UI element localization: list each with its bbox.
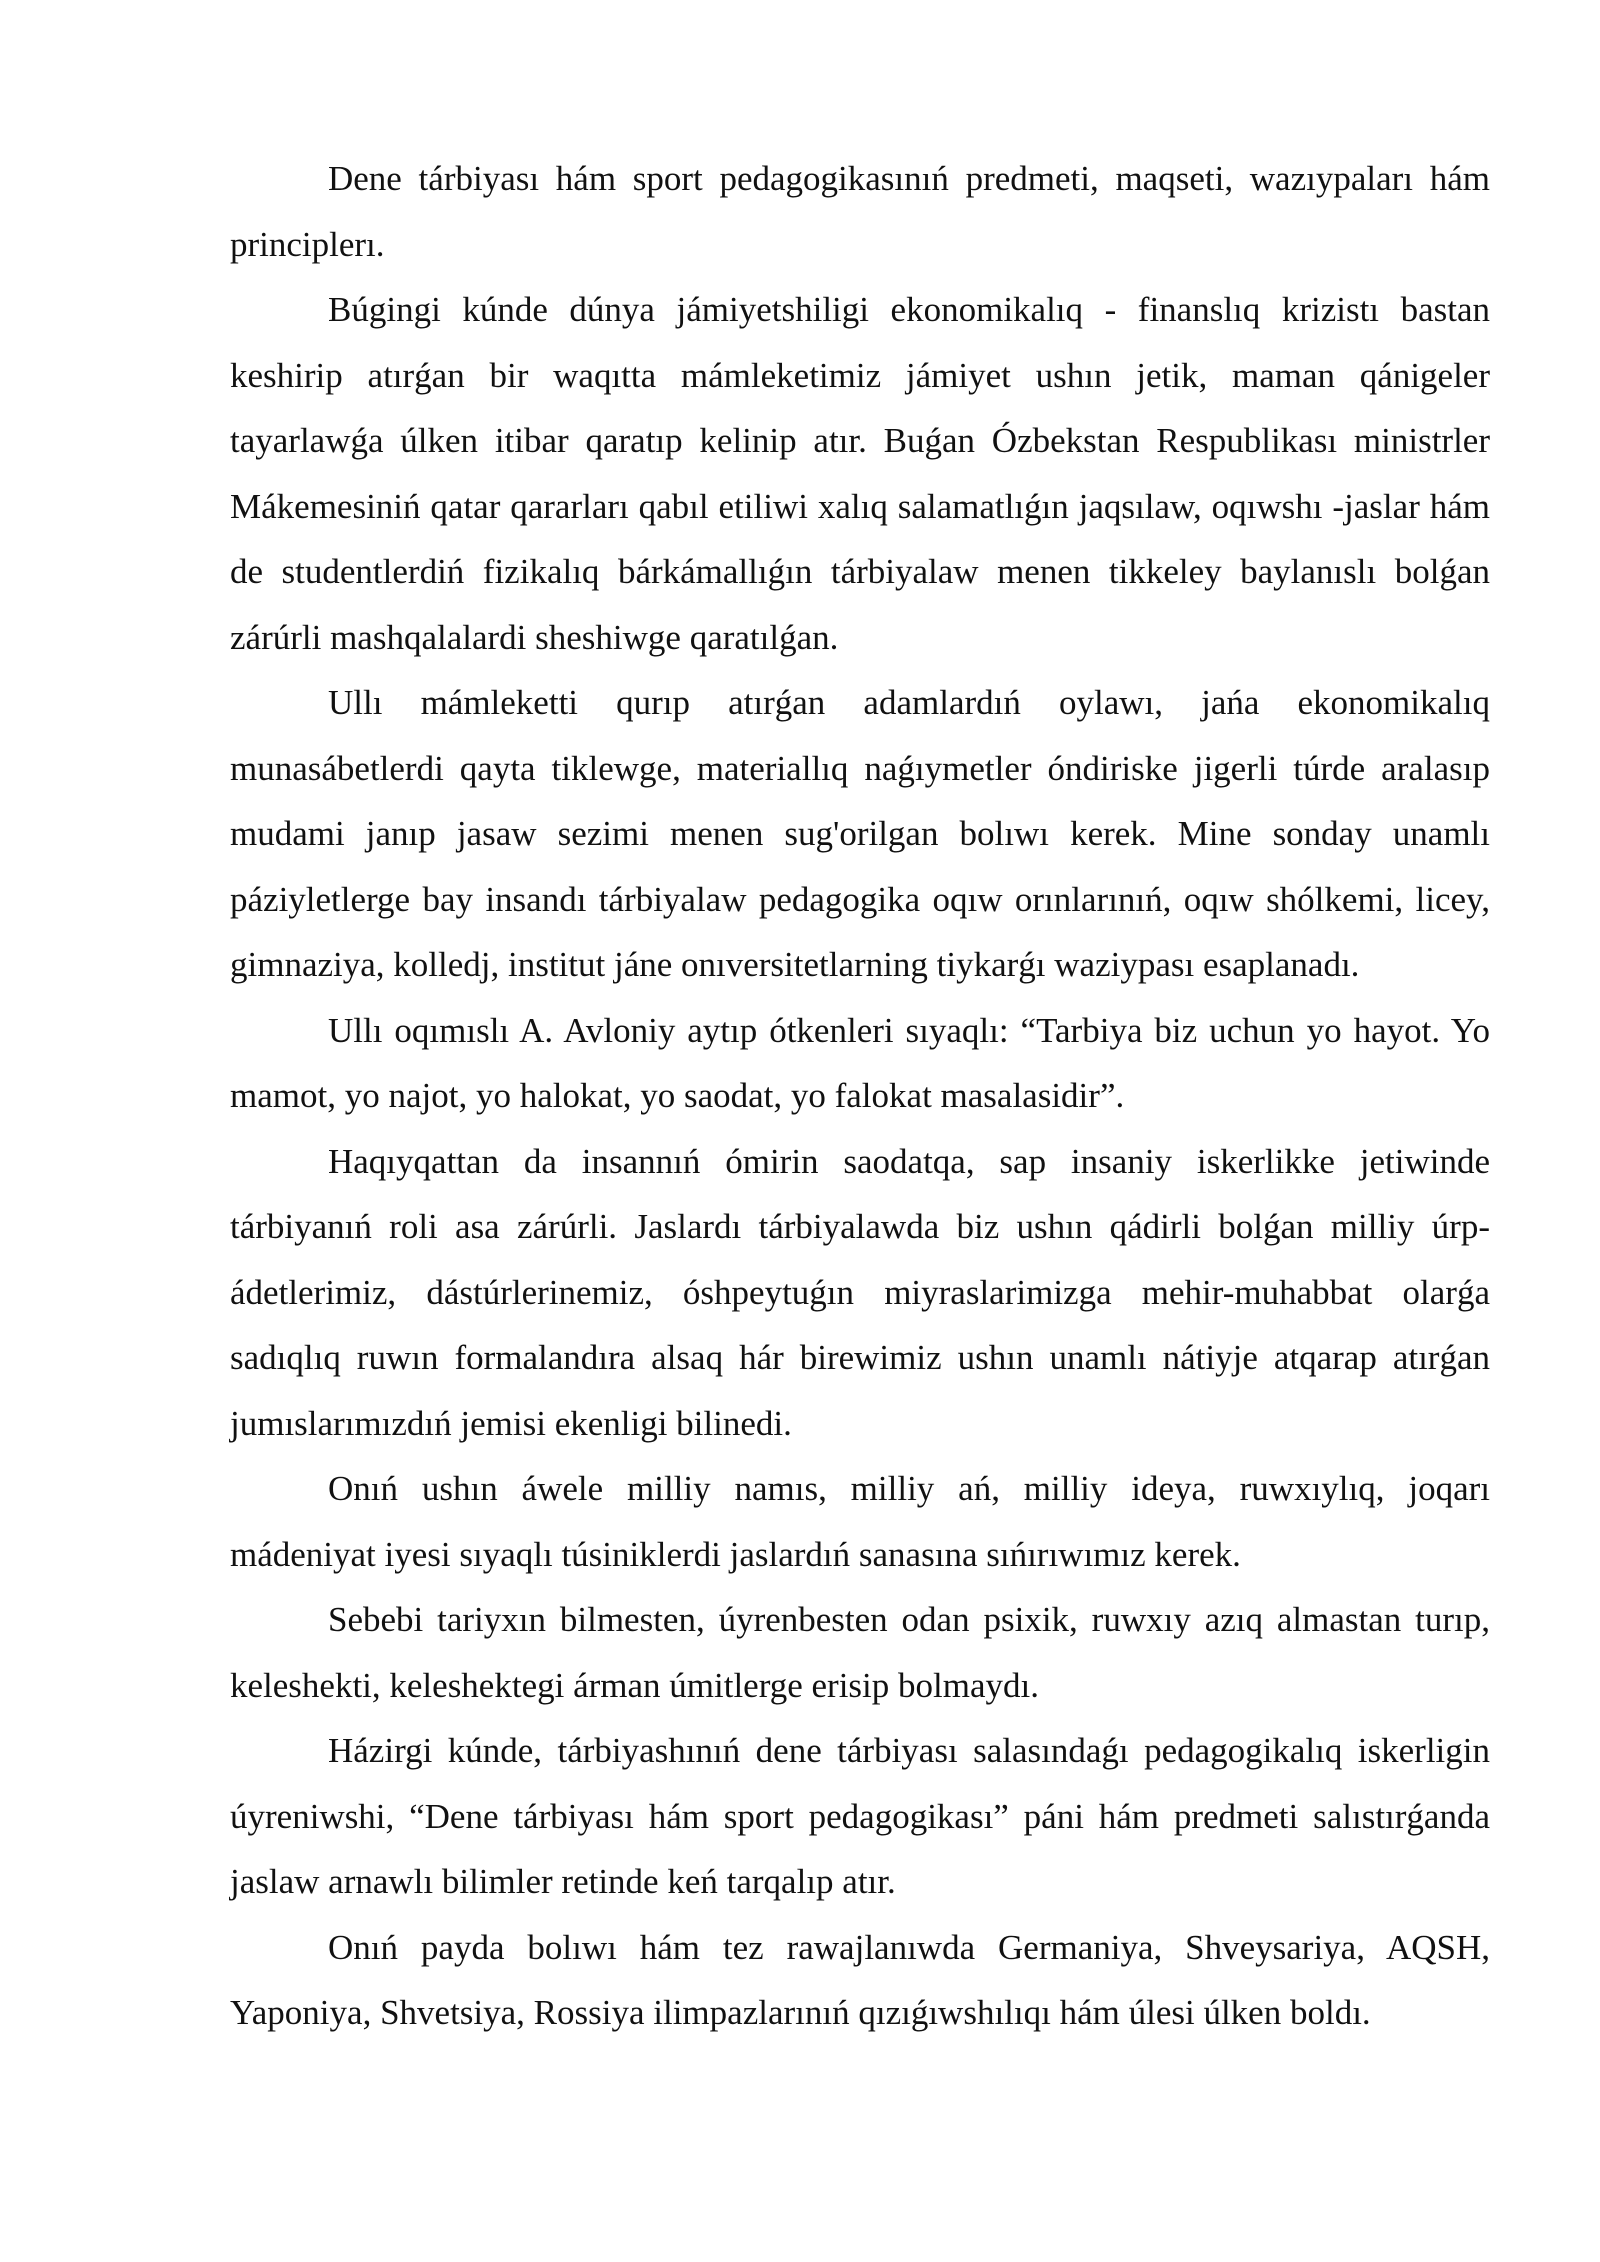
paragraph: Onıń ushın áwele milliy namıs, milliy ań, milliy ideya, ruwxıylıq, joqarı mádeniyat iyesi sıyaqlı túsiniklerdi jaslardıń sanasına sıńırıwımız kerek. <box>230 1469 1490 1574</box>
document-page <box>230 146 1490 2046</box>
paragraph: Házirgi kúnde, tárbiyashınıń dene tárbiyası salasındaǵı pedagogikalıq iskerligin úyreniwshi, “Dene tárbiyası hám sport pedagogikası” páni hám predmeti salıstırǵanda jaslaw arnawlı bilimler retinde keń tarqalıp atır. <box>230 1731 1490 1901</box>
paragraph: Ullı mámleketti qurıp atırǵan adamlardıń oylawı, jańa ekonomikalıq munasábetlerdi qayta tiklewge, materiallıq naǵıymetler óndiriske jigerli túrde aralasıp mudami janıp jasaw sezimi menen sug'orilgan bolıwı kerek. Mine sonday unamlı páziyletlerge bay insandı tárbiyalaw pedagogika oqıw orınlarınıń, oqıw shólkemi, licey, gimnaziya, kolledj, institut jáne onıversitetlarning tiykarǵı waziypası esaplanadı. <box>230 683 1490 984</box>
paragraph: Onıń payda bolıwı hám tez rawajlanıwda Germaniya, Shveysariya, AQSH, Yaponiya, Shvetsiya, Rossiya ilimpazlarınıń qızıǵıwshılıqı hám úlesi úlken boldı. <box>230 1927 1490 2032</box>
paragraph-quote: Ullı oqımıslı A. Avloniy aytıp ótkenleri sıyaqlı: “Tarbiya biz uchun yo hayot. Yo mamot, yo najot, yo halokat, yo saodat, yo falokat masalasidir”. <box>230 1010 1490 1115</box>
paragraph: Sebebi tariyxın bilmesten, úyrenbesten odan psixik, ruwxıy azıq almastan turıp, keleshekti, keleshektegi árman úmitlerge erisip bolmaydı. <box>230 1600 1490 1705</box>
paragraph-title: Dene tárbiyası hám sport pedagogikasınıń predmeti, maqseti, wazıypaları hám principlerı. <box>230 159 1490 264</box>
paragraph: Búgingi kúnde dúnya jámiyetshiligi ekonomikalıq - finanslıq krizistı bastan keshirip atırǵan bir waqıtta mámleketimiz jámiyet ushın jetik, maman qánigeler tayarlawǵa úlken itibar qaratıp kelinip atır. Buǵan Ózbekstan Respublikası ministrler Mákemesiniń qatar qararları qabıl etiliwi xalıq salamatlıǵın jaqsılaw, oqıwshı -jaslar hám de studentlerdiń fizikalıq bárkámallıǵın tárbiyalaw menen tikkeley baylanıslı bolǵan zárúrli mashqalalardi sheshiwge qaratılǵan. <box>230 290 1490 657</box>
paragraph: Haqıyqattan da insannıń ómirin saodatqa, sap insaniy iskerlikke jetiwinde tárbiyanıń roli asa zárúrli. Jaslardı tárbiyalawda biz ushın qádirli bolǵan milliy úrp-ádetlerimiz, dástúrlerinemiz, óshpeytuǵın miyraslarimizga mehir-muhabbat olarǵa sadıqlıq ruwın formalandıra alsaq hár birewimiz ushın unamlı nátiyje atqarap atırǵan jumıslarımızdıń jemisi ekenligi bilinedi. <box>230 1141 1490 1443</box>
